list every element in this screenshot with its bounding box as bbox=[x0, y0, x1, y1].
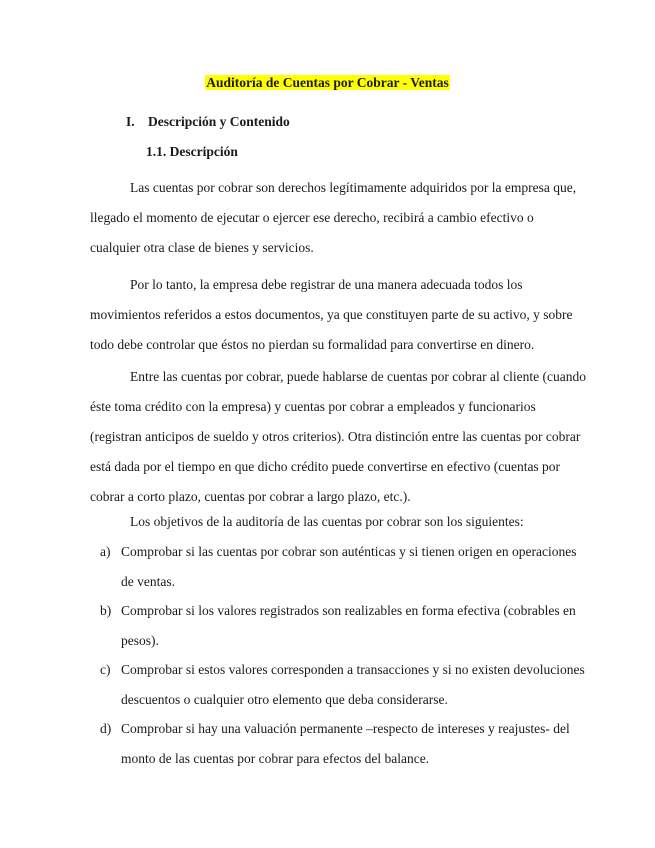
text-line: Los objetivos de la auditoría de las cuentas por cobrar son los siguientes: bbox=[130, 514, 524, 529]
text-line: todo debe controlar que éstos no pierdan su formalidad para convertirse en dinero. bbox=[90, 337, 535, 352]
subsection-heading: 1.1. Descripción bbox=[146, 144, 238, 159]
text-line: cobrar a corto plazo, cuentas por cobrar a largo plazo, etc.). bbox=[90, 489, 411, 504]
text-line: está dada por el tiempo en que dicho crédito puede convertirse en efectivo (cuentas por bbox=[90, 459, 561, 474]
text-line: (registran anticipos de sueldo y otros criterios). Otra distinción entre las cuentas por cobrar bbox=[90, 429, 581, 444]
section-number: I. bbox=[126, 114, 135, 129]
text-line: de ventas. bbox=[121, 574, 175, 589]
text-line: Comprobar si los valores registrados son realizables en forma efectiva (cobrables en bbox=[121, 603, 576, 618]
text-line: monto de las cuentas por cobrar para efectos del balance. bbox=[121, 751, 430, 766]
text-line: Comprobar si las cuentas por cobrar son auténticas y si tienen origen en operaciones bbox=[121, 544, 577, 559]
list-marker: d) bbox=[100, 721, 112, 736]
text-line: Comprobar si estos valores corresponden a transacciones y si no existen devoluciones bbox=[121, 662, 585, 677]
text-line: Por lo tanto, la empresa debe registrar de una manera adecuada todos los bbox=[130, 277, 523, 292]
paragraph-4 bbox=[90, 507, 565, 537]
text-line: éste toma crédito con la empresa) y cuentas por cobrar a empleados y funcionarios bbox=[90, 399, 536, 414]
list-marker: c) bbox=[100, 662, 111, 677]
text-line: descuentos o cualquier otro elemento que deba considerarse. bbox=[121, 692, 448, 707]
paragraph-1 bbox=[90, 173, 577, 263]
list-marker: b) bbox=[100, 603, 112, 618]
paragraph-3 bbox=[90, 362, 586, 512]
objective-item-d bbox=[100, 714, 570, 774]
list-marker: a) bbox=[100, 544, 111, 559]
text-line: movimientos referidos a estos documentos, ya que constituyen parte de su activo, y sobre bbox=[90, 307, 573, 322]
section-heading bbox=[126, 113, 290, 131]
text-line: Entre las cuentas por cobrar, puede hablarse de cuentas por cobrar al cliente (cuando bbox=[130, 369, 586, 384]
text-line: Las cuentas por cobrar son derechos legítimamente adquiridos por la empresa que, bbox=[130, 180, 577, 195]
objective-item-b bbox=[100, 596, 576, 656]
document-title bbox=[0, 74, 655, 92]
objective-item-a bbox=[100, 537, 577, 597]
text-line: cualquier otra clase de bienes y servicios. bbox=[90, 240, 314, 255]
text-line: llegado el momento de ejecutar o ejercer ese derecho, recibirá a cambio efectivo o bbox=[90, 210, 534, 225]
objective-item-c bbox=[100, 655, 585, 715]
text-line: Comprobar si hay una valuación permanente –respecto de intereses y reajustes- del bbox=[121, 721, 570, 736]
paragraph-2 bbox=[90, 270, 573, 360]
highlighted-title-text: Auditoría de Cuentas por Cobrar - Ventas bbox=[206, 75, 449, 90]
section-label: Descripción y Contenido bbox=[148, 114, 290, 129]
text-line: pesos). bbox=[121, 633, 159, 648]
